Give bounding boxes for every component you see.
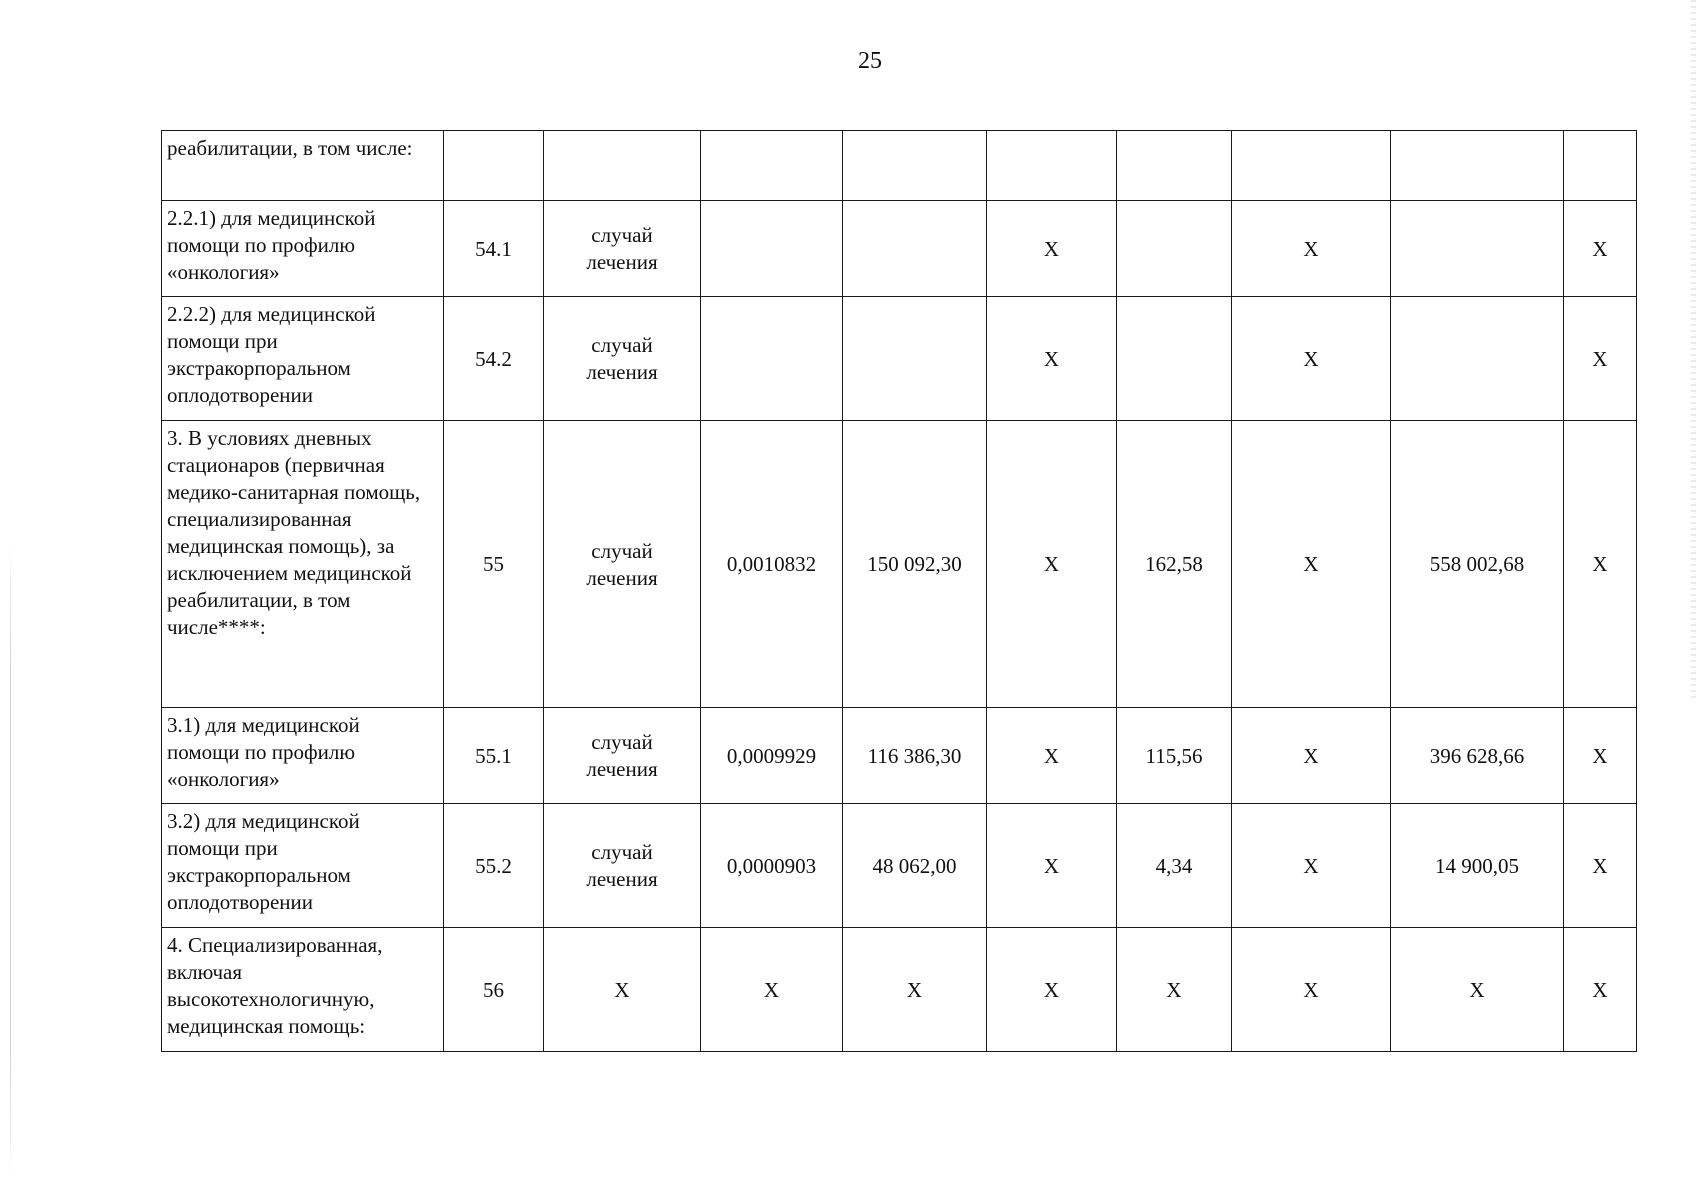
row-number: 56 (444, 928, 544, 1052)
cost-cell (843, 131, 987, 201)
x-cell-3: Х (1564, 421, 1637, 708)
x-cell-1: Х (987, 421, 1117, 708)
table-row (162, 708, 1637, 804)
rate-cell: 0,0010832 (701, 421, 843, 708)
unit-line: случай (591, 840, 653, 864)
row-number: 55.2 (444, 804, 544, 928)
amount-cell: 4,34 (1117, 804, 1232, 928)
x-cell-2: Х (1232, 421, 1391, 708)
scan-edge-shadow (10, 540, 11, 1180)
x-cell-1: Х (987, 708, 1117, 804)
rate-cell: 0,0000903 (701, 804, 843, 928)
unit-line: лечения (586, 250, 658, 274)
financing-table (161, 130, 1637, 1052)
scan-edge-noise (1691, 0, 1696, 700)
x-cell-1: Х (987, 297, 1117, 421)
cost-cell: 48 062,00 (843, 804, 987, 928)
row-description: 4. Специализированная, включая высокотехнологичную, медицинская помощь: (162, 928, 444, 1052)
row-number: 55.1 (444, 708, 544, 804)
cost-cell: 116 386,30 (843, 708, 987, 804)
sum-cell (1391, 201, 1564, 297)
unit-line: Х (614, 977, 630, 1002)
x-cell-3 (1564, 131, 1637, 201)
x-cell-1: Х (987, 928, 1117, 1052)
amount-cell: 162,58 (1117, 421, 1232, 708)
x-cell-2: Х (1232, 804, 1391, 928)
sum-cell: Х (1391, 928, 1564, 1052)
unit-line: случай (591, 730, 653, 754)
x-cell-2: Х (1232, 297, 1391, 421)
rate-cell (701, 201, 843, 297)
page-number: 25 (858, 48, 882, 74)
amount-cell (1117, 201, 1232, 297)
unit-cell (544, 928, 701, 1052)
x-cell-3: Х (1564, 201, 1637, 297)
unit-line: случай (591, 333, 653, 357)
rate-cell: Х (701, 928, 843, 1052)
unit-line: лечения (586, 360, 658, 384)
unit-line: случай (591, 223, 653, 247)
x-cell-2 (1232, 131, 1391, 201)
row-description: 3.1) для медицинской помощи по профилю «онкология» (162, 708, 444, 804)
x-cell-2: Х (1232, 708, 1391, 804)
unit-line: лечения (586, 565, 658, 590)
amount-cell (1117, 131, 1232, 201)
sum-cell: 14 900,05 (1391, 804, 1564, 928)
rate-cell (701, 297, 843, 421)
table-row (162, 804, 1637, 928)
rate-cell: 0,0009929 (701, 708, 843, 804)
cost-cell (843, 297, 987, 421)
row-number (444, 131, 544, 201)
amount-cell (1117, 297, 1232, 421)
row-description: 3. В условиях дневных стационаров (первичная медико-санитарная помощь, специализированная медицинская помощь), за исключением медицинской реабилитации, в том числе****: (162, 421, 444, 708)
x-cell-1: Х (987, 201, 1117, 297)
cost-cell: Х (843, 928, 987, 1052)
table-row (162, 297, 1637, 421)
amount-cell: Х (1117, 928, 1232, 1052)
unit-cell (544, 421, 701, 708)
cost-cell: 150 092,30 (843, 421, 987, 708)
unit-cell (544, 131, 701, 201)
table-body (162, 131, 1637, 1052)
sum-cell: 396 628,66 (1391, 708, 1564, 804)
table-row (162, 421, 1637, 708)
sum-cell: 558 002,68 (1391, 421, 1564, 708)
row-description: 3.2) для медицинской помощи при экстракорпоральном оплодотворении (162, 804, 444, 928)
table-row (162, 131, 1637, 201)
row-description: 2.2.2) для медицинской помощи при экстракорпоральном оплодотворении (162, 297, 444, 421)
x-cell-2: Х (1232, 928, 1391, 1052)
x-cell-1: Х (987, 804, 1117, 928)
sum-cell (1391, 297, 1564, 421)
unit-line: лечения (586, 867, 658, 891)
unit-line: случай (591, 538, 653, 563)
cost-cell (843, 201, 987, 297)
row-description: реабилитации, в том числе: (162, 131, 444, 201)
unit-line: лечения (586, 757, 658, 781)
unit-cell (544, 201, 701, 297)
x-cell-3: Х (1564, 708, 1637, 804)
row-description: 2.2.1) для медицинской помощи по профилю «онкология» (162, 201, 444, 297)
table-row (162, 201, 1637, 297)
row-number: 55 (444, 421, 544, 708)
x-cell-3: Х (1564, 297, 1637, 421)
x-cell-2: Х (1232, 201, 1391, 297)
row-number: 54.1 (444, 201, 544, 297)
unit-cell (544, 297, 701, 421)
unit-cell (544, 804, 701, 928)
sum-cell (1391, 131, 1564, 201)
unit-cell (544, 708, 701, 804)
row-number: 54.2 (444, 297, 544, 421)
x-cell-1 (987, 131, 1117, 201)
x-cell-3: Х (1564, 928, 1637, 1052)
amount-cell: 115,56 (1117, 708, 1232, 804)
rate-cell (701, 131, 843, 201)
x-cell-3: Х (1564, 804, 1637, 928)
table-row (162, 928, 1637, 1052)
